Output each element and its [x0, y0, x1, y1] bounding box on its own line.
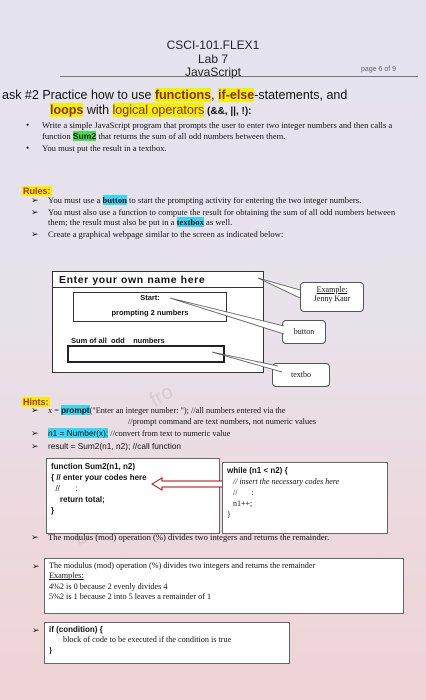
task-text-mid: -statements, and	[254, 88, 348, 102]
list-item	[30, 428, 406, 440]
button-callout-label: button	[293, 327, 315, 336]
keyword-loops: loops	[50, 103, 84, 117]
if-line-3: }	[49, 645, 53, 655]
code-line: { // enter your codes here	[51, 473, 147, 482]
arrow-icon: ➢	[31, 428, 39, 439]
while-loop-code-box	[222, 462, 388, 534]
hint-comment: //convert from text to numeric value	[108, 429, 231, 439]
modulus-box-description: The modulus (mod) operation (%) divides two integers and returns the remainder	[49, 561, 316, 570]
rule-text-after: as well.	[203, 217, 233, 228]
example-label: Example:	[316, 285, 348, 294]
prompt-text: prompting 2 numbers	[111, 308, 189, 317]
arrow-icon: ➢	[31, 440, 39, 451]
task-text-with: with	[83, 103, 113, 117]
modulus-examples-label: Examples:	[49, 571, 84, 581]
textbox-callout-label: textbo	[291, 370, 311, 379]
rule-text: Create a graphical webpage similar to the screen as indicated below:	[48, 228, 284, 239]
subject-title: JavaScript	[184, 65, 242, 79]
prompt-highlight: prompt	[60, 405, 90, 415]
rule-text: You must also use a function to compute the result for obtaining the sum of all odd numbers between them; the result must also be put in a	[48, 206, 396, 228]
textbox-highlight: textbox	[176, 217, 204, 228]
page-number: page 6 of 9	[360, 66, 396, 73]
hint-continuation: //prompt command are text numbers, not numeric values	[128, 416, 317, 426]
rule-text-after: to start the prompting activity for entering the two integer numbers.	[126, 195, 362, 205]
function-code-box	[46, 458, 220, 534]
list-item	[30, 405, 406, 427]
code-line: }	[227, 510, 231, 519]
hint-text: x =	[48, 406, 61, 415]
task-sep: ,	[211, 88, 219, 102]
number-highlight: n1 = Number(x);	[48, 428, 109, 439]
bullet-icon: •	[26, 143, 30, 154]
bullet-text: You must put the result in a textbox.	[42, 143, 167, 154]
code-line: n1++;	[227, 499, 253, 508]
if-statement-box	[44, 622, 290, 664]
code-line: // insert the necessary codes here	[227, 477, 340, 486]
code-line: while (n1 < n2) {	[227, 466, 288, 475]
list-item	[30, 532, 402, 543]
code-line: }	[51, 506, 55, 515]
operators-list: (&&, ||, !):	[204, 106, 252, 117]
arrow-icon: ➢	[31, 228, 39, 239]
hint-text-after: ("Enter an integer number: "); //all numbers entered via the	[89, 406, 286, 415]
code-arrow	[150, 476, 230, 492]
keyword-ifelse: if-else	[218, 88, 255, 102]
button-highlight: button	[102, 195, 127, 205]
example-name: Jenny Kaur	[313, 294, 351, 303]
task-number: ask #2	[2, 88, 39, 102]
arrow-icon: ➢	[31, 195, 39, 205]
task-text: Practice how to use	[38, 88, 155, 102]
arrow-icon: ➢	[31, 206, 39, 217]
arrow-icon: ➢	[31, 405, 39, 415]
bullet-text-after: that returns the sum of all odd numbers between them.	[96, 131, 286, 142]
modulus-hint	[30, 532, 402, 544]
code-line: // :	[51, 484, 78, 493]
sum-label: Sum of all odd numbers	[71, 336, 165, 345]
bullet-icon: •	[26, 120, 30, 130]
hint-call-function: result = Sum2(n1, n2); //call function	[48, 440, 182, 451]
code-line: function Sum2(n1, n2)	[51, 462, 135, 471]
modulus-example-1: 4%2 is 0 because 2 evenly divides 4	[49, 581, 168, 591]
hints-list	[30, 405, 406, 452]
modulus-text: The modulus (mod) operation (%) divides two integers and returns the remainder.	[48, 532, 330, 542]
watermark-text-2: fro	[145, 380, 178, 412]
rule-text: You must use a	[48, 195, 103, 205]
start-button-label: Start:	[140, 293, 160, 302]
arrow-icon: ➢	[32, 561, 40, 571]
list-item	[30, 441, 406, 452]
if-line-1: if (condition) {	[49, 625, 103, 634]
arrow-icon: ➢	[32, 625, 40, 635]
mockup-heading: Enter your own name here	[59, 274, 206, 286]
rules-label: Rules:	[23, 186, 51, 196]
if-line-2: block of code to be executed if the condition is true	[63, 635, 232, 645]
keyword-functions: functions	[154, 88, 212, 102]
lab-title: Lab 7	[197, 52, 229, 66]
arrow-icon: ➢	[31, 532, 39, 542]
hints-label: Hints:	[23, 397, 49, 407]
code-line: // :	[227, 488, 254, 497]
code-line: return total;	[51, 495, 105, 504]
bullet-text: Write a simple JavaScript program that prompts the user to enter two integer numbers and then calls a function	[42, 120, 393, 142]
keyword-logical-operators: logical operators	[112, 103, 205, 117]
modulus-example-2: 5%2 is 1 because 2 into 5 leaves a remainder of 1	[49, 592, 212, 602]
course-title: CSCI-101.FLEX1	[166, 38, 260, 52]
sum2-highlight: Sum2	[72, 131, 97, 142]
modulus-example-box	[44, 558, 404, 614]
